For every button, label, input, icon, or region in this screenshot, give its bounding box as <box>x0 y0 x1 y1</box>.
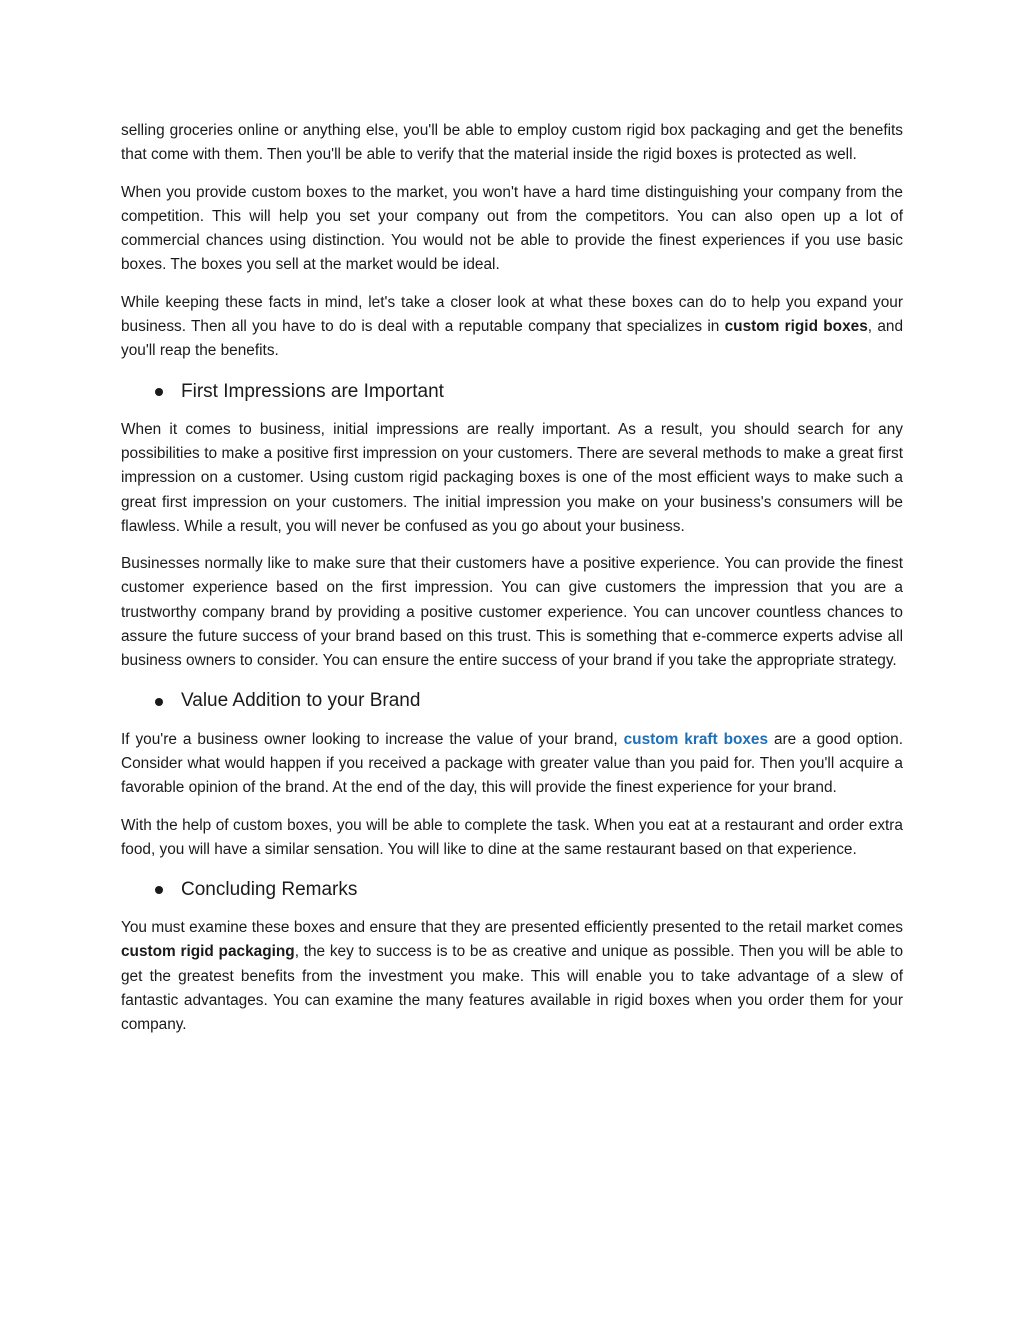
paragraph-custom-boxes-market: When you provide custom boxes to the market, you won't have a hard time distinguishing your company from the competition. This will help you set your company out from the competitors. You can also open up a lot of commercial chances using distinction. You would not be able to provide the finest experiences if you use basic boxes. The boxes you sell at the market would be ideal. <box>121 183 903 274</box>
paragraph-customer-experience: Businesses normally like to make sure that their customers have a positive experience. You can provide the finest customer experience based on the first impression. You can give customers the impression that you are a trustworthy company brand by providing a positive customer experience. You can uncover countless chances to assure the future success of your brand based on this trust. This is something that e-commerce experts advise all business owners to consider. You can ensure the entire success of your brand if you take the appropriate strategy. <box>121 555 903 670</box>
paragraph-closer-look <box>121 291 903 364</box>
bold-phrase-custom-rigid-boxes: custom rigid boxes <box>724 318 868 336</box>
heading-text: Concluding Remarks <box>181 878 358 900</box>
bullet-icon <box>155 698 181 706</box>
paragraph-text: You must examine these boxes and ensure that they are presented efficiently presented to the retail market comes <box>121 919 903 937</box>
bullet-icon <box>155 388 181 396</box>
section-heading-value-addition <box>121 687 903 717</box>
heading-text: Value Addition to your Brand <box>181 690 421 712</box>
bold-phrase-custom-rigid-packaging: custom rigid packaging <box>121 943 295 961</box>
paragraph-text: , the key to success is to be as creative and unique as possible. Then you will be able to get the greatest benefits from the investment you make. This will enable you to take advantage of a slew of fantastic advantages. You can examine the many features available in rigid boxes when you order them for your company. <box>121 943 903 1034</box>
heading-text: First Impressions are Important <box>181 380 444 402</box>
paragraph-value-addition <box>121 728 903 801</box>
link-custom-kraft-boxes[interactable]: custom kraft boxes <box>623 730 769 748</box>
paragraph-concluding <box>121 916 903 1037</box>
paragraph-text: , and you'll reap the benefits. <box>121 318 904 360</box>
bullet-icon <box>155 886 181 894</box>
paragraph-text: If you're a business owner looking to increase the value of your brand, <box>121 730 624 748</box>
section-heading-concluding-remarks <box>121 875 903 905</box>
paragraph-text: While keeping these facts in mind, let's take a closer look at what these boxes can do to help you expand your business. Then all you have to do is deal with a reputable company that specializes in <box>121 293 903 336</box>
paragraph-intro-continued: selling groceries online or anything else, you'll be able to employ custom rigid box packaging and get the benefits that come with them. Then you'll be able to verify that the material inside the rigid boxes is protected as well. <box>121 122 903 164</box>
paragraph-text: are a good option. Consider what would happen if you received a package with greater value than you paid for. Then you'll acquire a favorable opinion of the brand. At the end of the day, this will provide the finest experience for your brand. <box>121 730 903 797</box>
paragraph-first-impressions: When it comes to business, initial impressions are really important. As a result, you should search for any possibilities to make a positive first impression on your customers. There are several methods to make a great first impression on a customer. Using custom rigid packaging boxes is one of the most efficient ways to make such a great first impression on your customers. The initial impression you make on your business's consumers will be flawless. While a result, you will never be confused as you go about your business. <box>121 420 903 535</box>
document-page <box>121 119 903 1051</box>
paragraph-custom-boxes-task: With the help of custom boxes, you will be able to complete the task. When you eat at a restaurant and order extra food, you will have a similar sensation. You will like to dine at the same restaurant based on that experience. <box>121 816 903 858</box>
section-heading-first-impressions <box>121 377 903 407</box>
